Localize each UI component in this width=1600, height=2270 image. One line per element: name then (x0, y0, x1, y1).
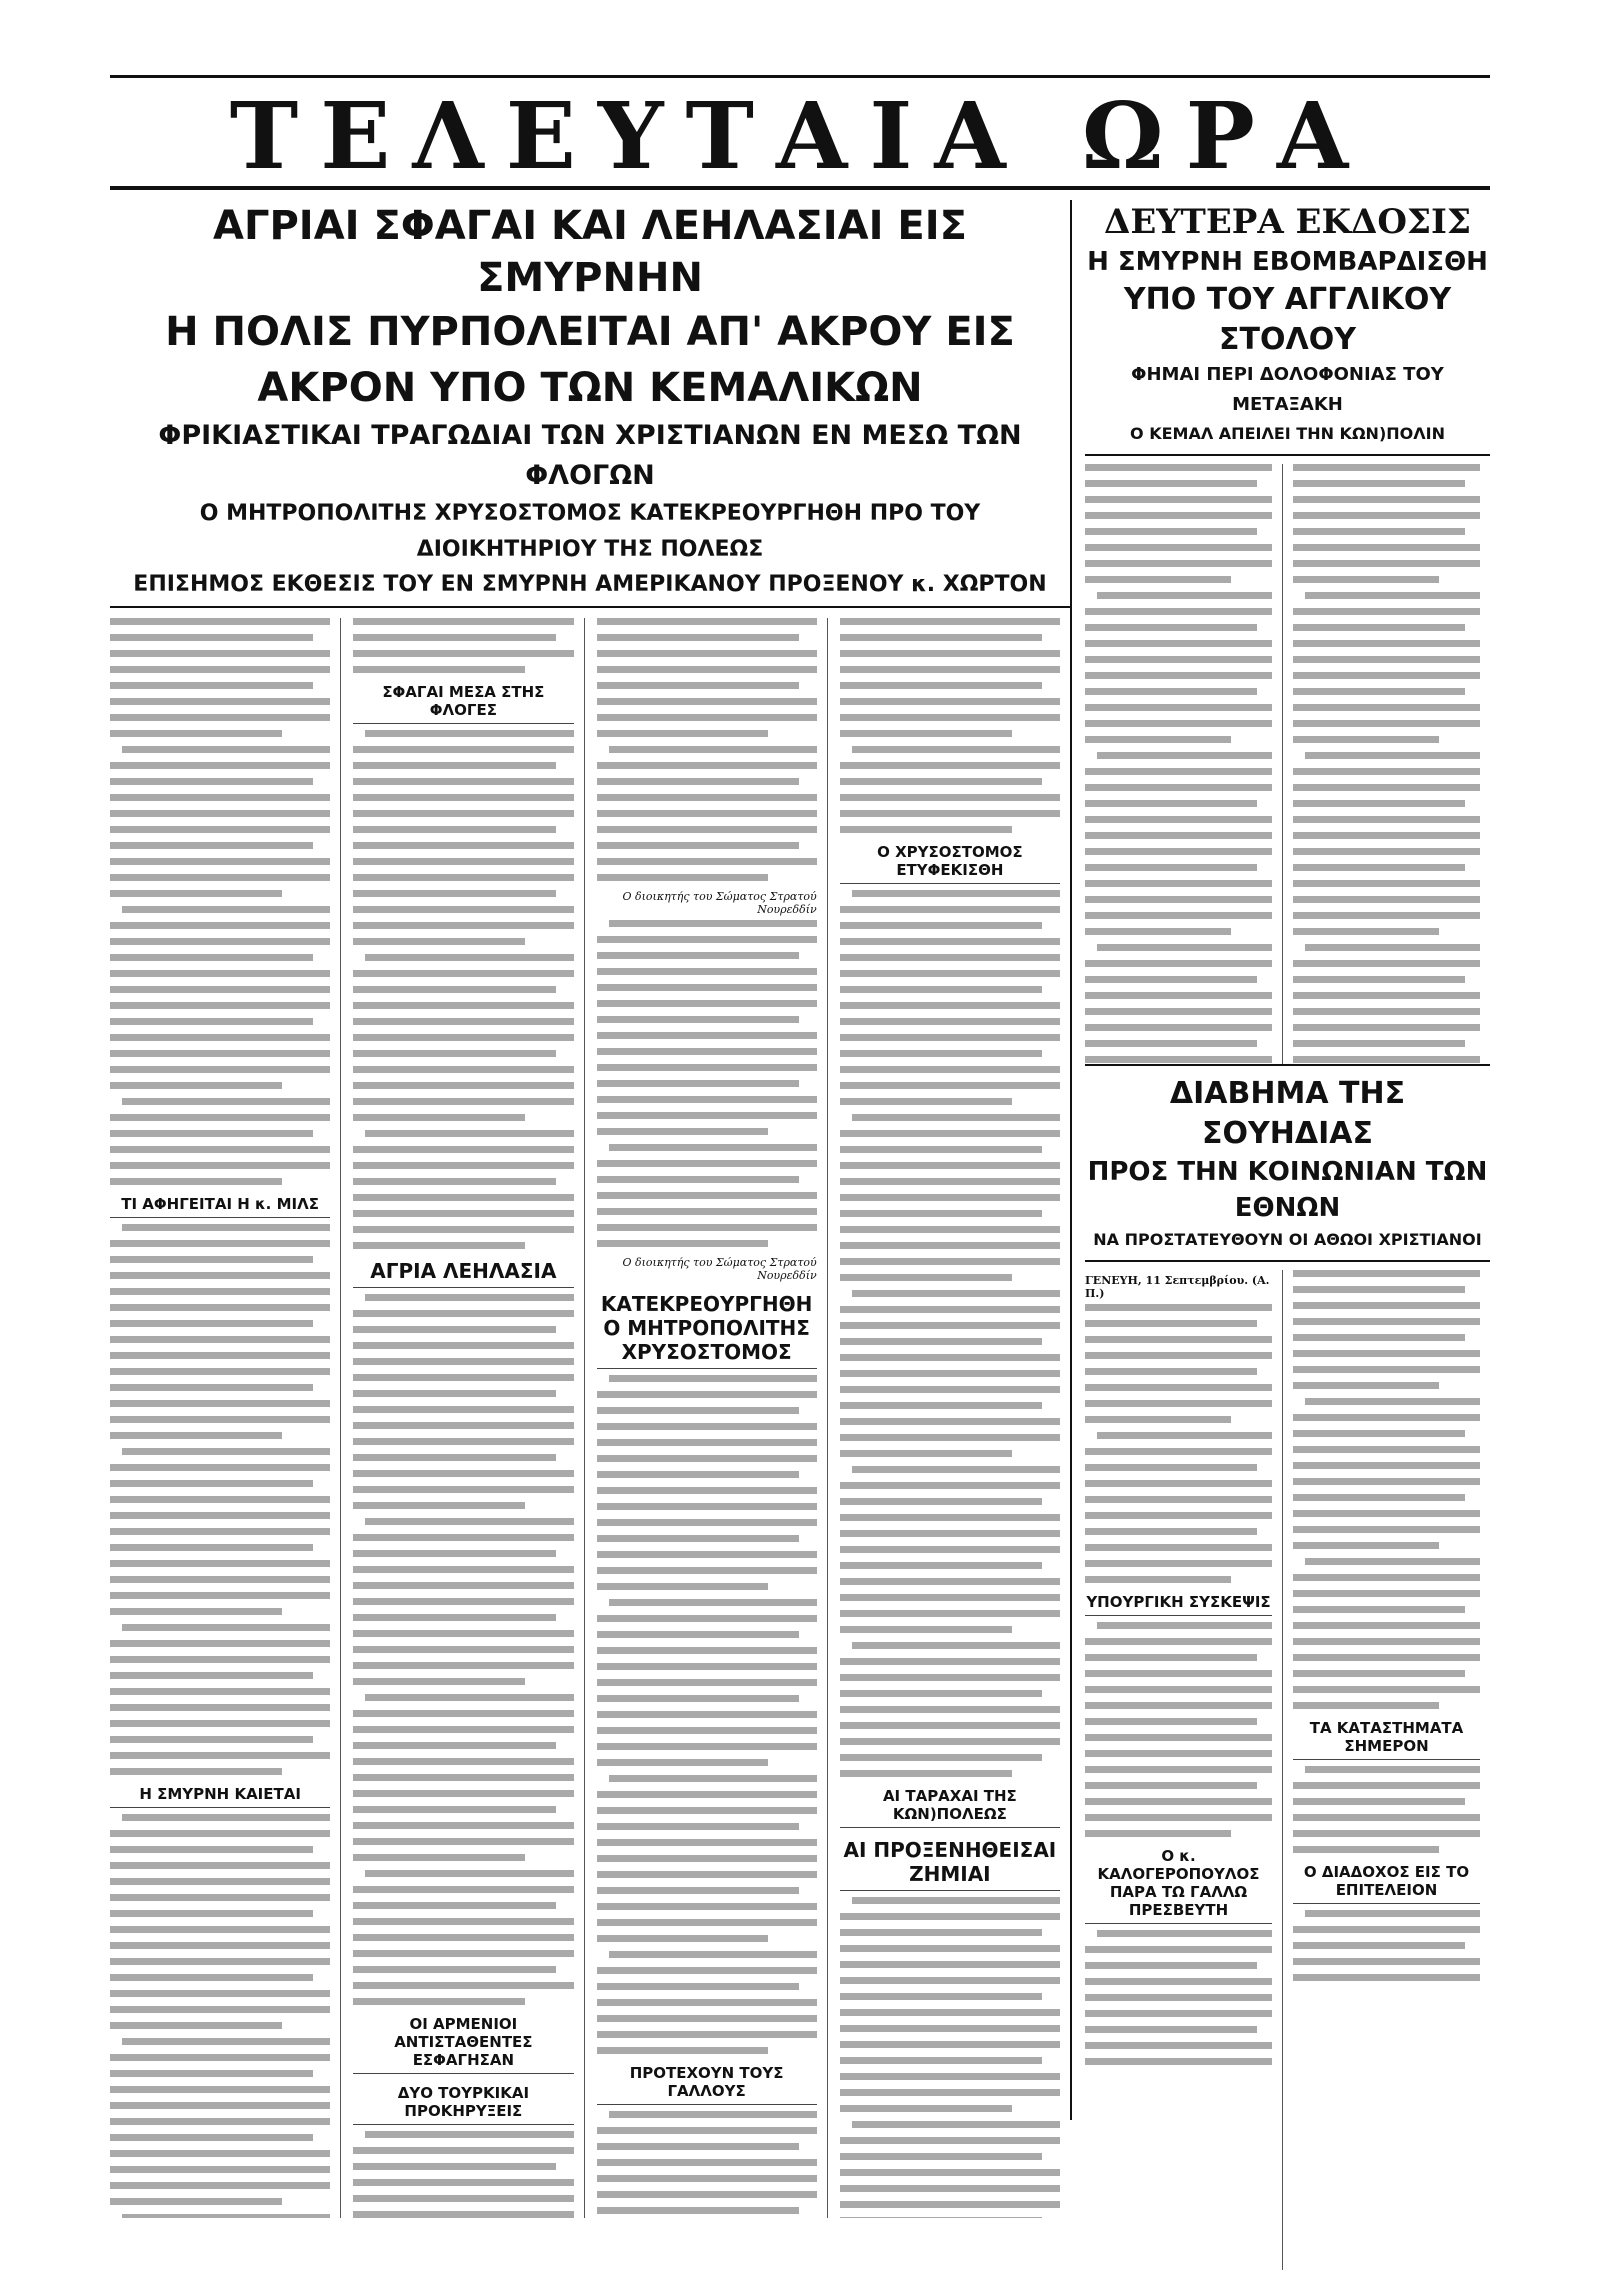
headline-metropolitan: Ο ΜΗΤΡΟΠΟΛΙΤΗΣ ΧΡΥΣΟΣΤΟΜΟΣ ΚΑΤΕΚΡΕΟΥΡΓΗΘΗ ΠΡΟ ΤΟΥ ΔΙΟΙΚΗΤΗΡΙΟΥ ΤΗΣ ΠΟΛΕΩΣ (199, 501, 981, 562)
column-text (353, 618, 573, 2218)
main-story (110, 200, 1072, 2120)
side-column-4 (1293, 1270, 1490, 2270)
sweden-demarche-header (1085, 1064, 1490, 1262)
story-column-1 (110, 618, 341, 2218)
headline-league-of-nations: ΠΡΟΣ ΤΗΝ ΚΟΙΝΩΝΙΑΝ ΤΩΝ ΕΘΝΩΝ (1087, 1157, 1488, 1223)
signature-noureddin-2: Ο διοικητής του Σώματος Στρατού Νουρεδδίν (622, 1256, 817, 1282)
subhead-chrysostomos-slain: ΚΑΤΕΚΡΕΟΥΡΓΗΘΗ Ο ΜΗΤΡΟΠΟΛΙΤΗΣ ΧΡΥΣΟΣΤΟΜΟΣ (597, 1292, 817, 1369)
subhead-turkish-proclamations: ΔΥΟ ΤΟΥΡΚΙΚΑΙ ΠΡΟΚΗΡΥΞΕΙΣ (353, 2084, 573, 2125)
subhead-armenians: ΟΙ ΑΡΜΕΝΙΟΙ ΑΝΤΙΣΤΑΘΕΝΤΕΣ ΕΣΦΑΓΗΣΑΝ (353, 2015, 573, 2074)
side-columns-bottom (1085, 1270, 1490, 2270)
top-rule (110, 75, 1490, 78)
headline-kemal-threatens: Ο ΚΕΜΑΛ ΑΠΕΙΛΕΙ ΤΗΝ ΚΩΝ)ΠΟΛΙΝ (1130, 424, 1445, 443)
subhead-cabinet-meeting: ΥΠΟΥΡΓΙΚΗ ΣΥΣΚΕΨΙΣ (1085, 1593, 1272, 1616)
headline-british-fleet: ΥΠΟ ΤΟΥ ΑΓΓΛΙΚΟΥ ΣΤΟΛΟΥ (1123, 282, 1452, 357)
headline-tragedies: ΦΡΙΚΙΑΣΤΙΚΑΙ ΤΡΑΓΩΔΙΑΙ ΤΩΝ ΧΡΙΣΤΙΑΝΩΝ ΕΝ ΜΕΣΩ ΤΩΝ ΦΛΟΓΩΝ (158, 420, 1022, 491)
subhead-smyrna-burning: Η ΣΜΥΡΝΗ ΚΑΙΕΤΑΙ (110, 1785, 330, 1808)
side-column-3 (1085, 1270, 1283, 2270)
subhead-damages: ΑΙ ΠΡΟΞΕΝΗΘΕΙΣΑΙ ΖΗΜΙΑΙ (840, 1838, 1060, 1891)
side-column-2 (1293, 464, 1490, 1064)
subhead-kalogeropoulos: Ο κ. ΚΑΛΟΓΕΡΟΠΟΥΛΟΣ ΠΑΡΑ ΤΩ ΓΑΛΛΩ ΠΡΕΣΒΕΥΤΗ (1085, 1847, 1272, 1924)
masthead-title: ΤΕΛΕΥΤΑΙΑ ΩΡΑ (110, 86, 1490, 190)
headline-protect-christians: ΝΑ ΠΡΟΣΤΑΤΕΥΘΟΥΝ ΟΙ ΑΘΩΟΙ ΧΡΙΣΤΙΑΝΟΙ (1093, 1230, 1482, 1249)
headline-massacres: ΑΓΡΙΑΙ ΣΦΑΓΑΙ ΚΑΙ ΛΕΗΛΑΣΙΑΙ ΕΙΣ ΣΜΥΡΝΗΝ (213, 203, 967, 301)
headline-city-burning: Η ΠΟΛΙΣ ΠΥΡΠΟΛΕΙΤΑΙ ΑΠ' ΑΚΡΟΥ ΕΙΣ ΑΚΡΟΝ ΥΠΟ ΤΩΝ ΚΕΜΑΛΙΚΩΝ (165, 309, 1015, 411)
dateline-geneva: ΓΕΝΕΥΗ, 11 Σεπτεμβρίου. (Α. Π.) (1085, 1274, 1270, 1300)
subhead-mrs-mills: ΤΙ ΑΦΗΓΕΙΤΑΙ Η κ. ΜΙΛΣ (110, 1195, 330, 1218)
column-text (110, 618, 330, 2218)
headline-sweden-demarche: ΔΙΑΒΗΜΑ ΤΗΣ ΣΟΥΗΔΙΑΣ (1169, 1076, 1406, 1151)
subhead-slaughter-in-flames: ΣΦΑΓΑΙ ΜΕΣΑ ΣΤΗΣ ΦΛΟΓΕΣ (353, 683, 573, 724)
subhead-chrysostomos-shot: Ο ΧΡΥΣΟΣΤΟΜΟΣ ΕΤΥΦΕΚΙΣΘΗ (840, 843, 1060, 884)
side-column-1 (1085, 464, 1283, 1064)
headline-consul-report: ΕΠΙΣΗΜΟΣ ΕΚΘΕΣΙΣ ΤΟΥ ΕΝ ΣΜΥΡΝΗ ΑΜΕΡΙΚΑΝΟΥ ΠΡΟΞΕΝΟΥ κ. ΧΩΡΤΟΝ (110, 568, 1070, 608)
headline-metaxakis-rumors: ΦΗΜΑΙ ΠΕΡΙ ΔΟΛΟΦΟΝΙΑΣ ΤΟΥ ΜΕΤΑΞΑΚΗ (1131, 364, 1444, 415)
signature-noureddin-1: Ο διοικητής του Σώματος Στρατού Νουρεδδίν (622, 890, 817, 916)
story-column-4 (840, 618, 1070, 2218)
second-edition-header (1085, 200, 1490, 456)
column-text (597, 618, 817, 2218)
story-columns (110, 618, 1070, 2218)
subhead-constantinople-unrest: ΑΙ ΤΑΡΑΧΑΙ ΤΗΣ ΚΩΝ)ΠΟΛΕΩΣ (840, 1787, 1060, 1828)
story-column-3 (597, 618, 828, 2218)
edition-title: ΔΕΥΤΕΡΑ ΕΚΔΟΣΙΣ (1103, 202, 1471, 242)
subhead-crown-prince: Ο ΔΙΑΔΟΧΟΣ ΕΙΣ ΤΟ ΕΠΙΤΕΛΕΙΟΝ (1293, 1863, 1480, 1904)
subhead-shops-today: ΤΑ ΚΑΤΑΣΤΗΜΑΤΑ ΣΗΜΕΡΟΝ (1293, 1719, 1480, 1760)
subhead-favor-french: ΠΡΟΤΕΧΟΥΝ ΤΟΥΣ ΓΑΛΛΟΥΣ (597, 2064, 817, 2105)
side-columns-top (1085, 464, 1490, 1064)
headline-bombarded: Η ΣΜΥΡΝΗ ΕΒΟΜΒΑΡΔΙΣΘΗ (1087, 247, 1488, 277)
story-column-2 (353, 618, 584, 2218)
column-text (840, 618, 1060, 2218)
newspaper-page (110, 75, 1490, 2120)
page-body (110, 200, 1490, 2120)
subhead-wild-looting: ΑΓΡΙΑ ΛΕΗΛΑΣΙΑ (353, 1259, 573, 1288)
second-edition-column (1085, 200, 1490, 2120)
